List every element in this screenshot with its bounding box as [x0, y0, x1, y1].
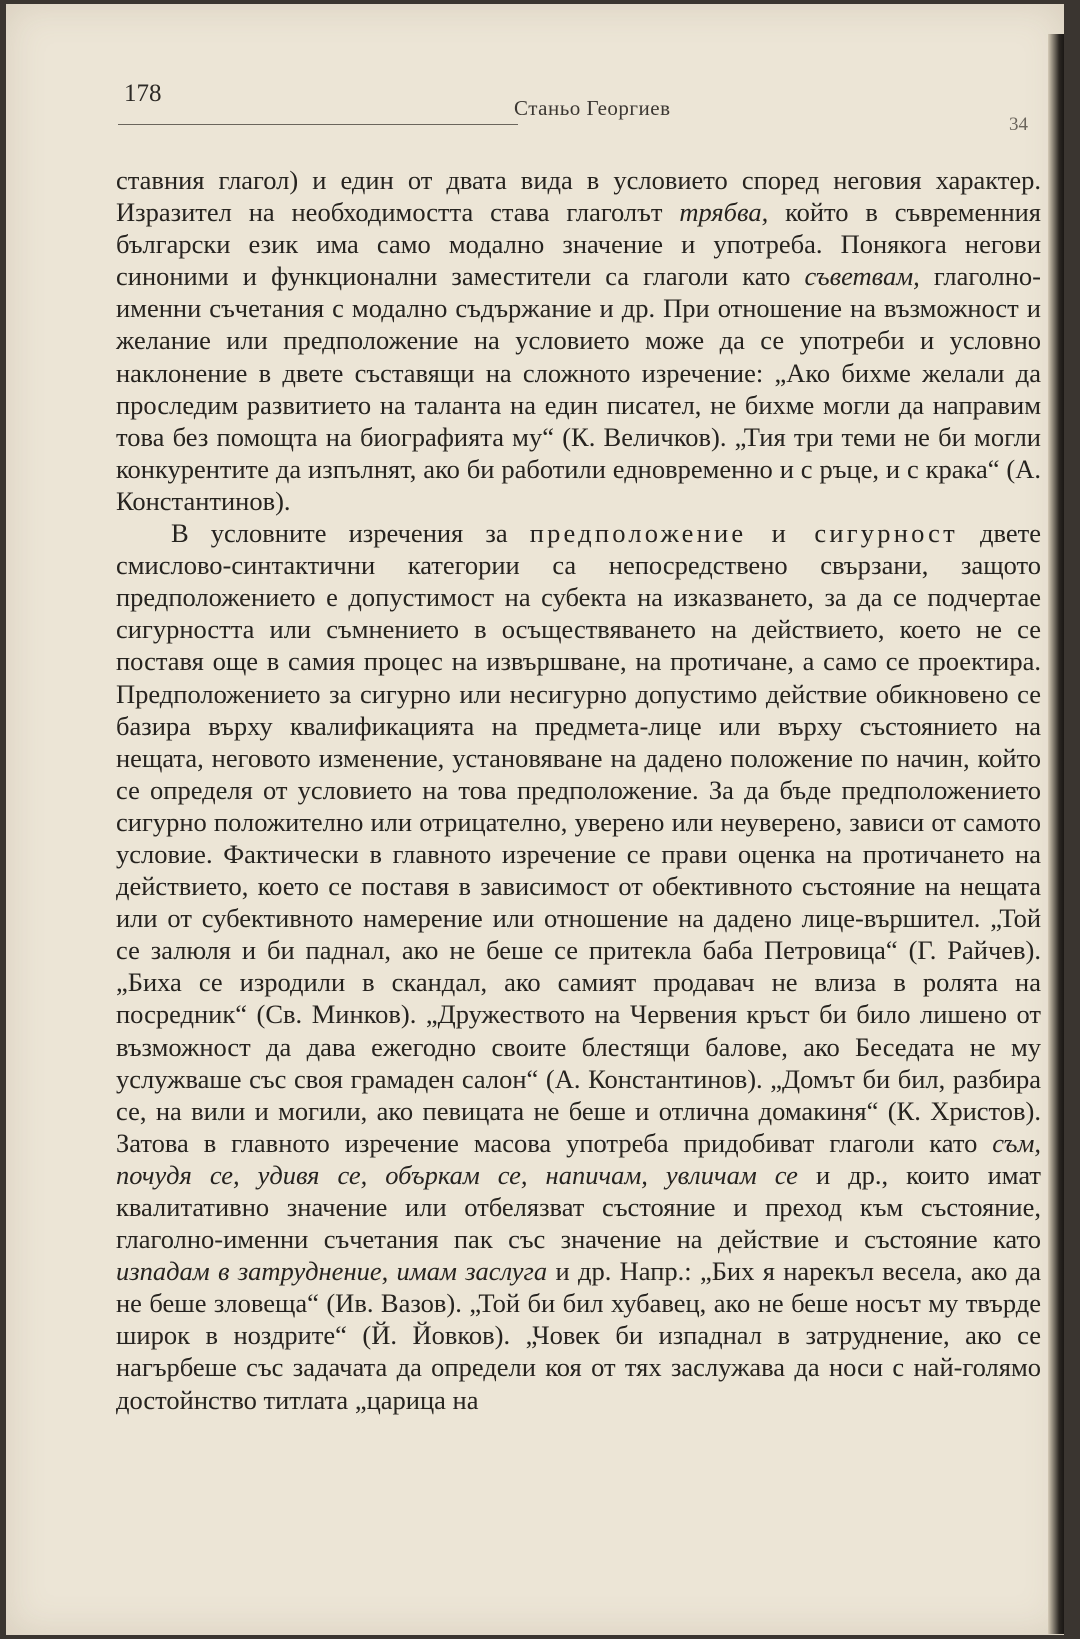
text-run: и др. Напр.: „Бих я нарекъл весела, ако да не беше зловеща“ (Ив. Вазов). „Той би бил хубавец, ако не беше носът му твърде широк в ноздрите“ (Й. Йовков). „Човек би изпаднал в затруднение, ако се нагърбеше със задачата да определи коя от тях заслужава да носи с най-голямо достойнство титлата „царица на	[116, 1256, 1041, 1415]
text-run: В условните изречения за	[171, 518, 530, 549]
text-run: глаголно-именни съчетания с модално съдържание и др. При отношение на възможност и желание или предположение на условието може да се употреби и условно наклонение в двете съставящи на сложното изречение: „Ако бихме желали да проследим развитието на таланта на един писател, не бихме могли да направим това без помощта на биографията му“ (К. Величков). „Тия три теми не би могли конкурентите да изпълнят, ако би работили едновременно и с ръце, и с крака“ (А. Константинов).	[116, 261, 1041, 516]
header-rule	[118, 124, 518, 125]
paragraph-continuation	[116, 164, 1041, 517]
italic-term: съветвам,	[804, 261, 920, 292]
italic-term-list: съм, почудя се, удивя се, объркам се, напичам, увличам се	[116, 1127, 1041, 1190]
italic-term: трябва,	[679, 197, 769, 228]
text-run: и др., които имат квалитативно значение или отбелязват състояние и преход към състояние, глаголно-именни съчетания пак със значение на действие и състояние като	[116, 1159, 1041, 1255]
page-edge-shadow	[1048, 34, 1064, 1634]
page-number: 178	[124, 80, 162, 107]
text-run: който в съвременния български език има само модално значение и употреба. Понякога негови синоними и функционални заместители са глаголи като	[116, 197, 1041, 292]
text-run: ставния глагол) и един от двата вида в условието според неговия характер. Изразител на необходимостта става глаголът	[116, 165, 1041, 228]
book-page	[6, 4, 1064, 1635]
paragraph-conditional-clauses	[116, 517, 1041, 1416]
body-text	[116, 164, 1041, 1416]
edge-page-number: 34	[1009, 114, 1028, 135]
text-run: двете смислово-синтактични категории са непосредствено свързани, защото предположението е допустимост на субекта на изказването, за да се подчертае сигурността или съмнението в осъществяването на действието, което не се поставя още в самия процес на извършване, на протичане, а само се проектира. Предположението за сигурно или несигурно допустимо действие обикновено се базира върху квалификацията на предмета-лице или върху състоянието на нещата, неговото изменение, установяване на дадено положение по начин, който се определя от условието на това предположение. За да бъде предположението сигурно положително или отрицателно, уверено или неуверено, зависи от самото условие. Фактически в главното изречение се прави оценка на протичането на действието, което се поставя в зависимост от обективното състояние на нещата или от субективното намерение или отношение на дадено лице-вършител. „Той се залюля и би паднал, ако не беше се притекла баба Петровица“ (Г. Райчев). „Биха се изродили в скандал, ако самият продавач не влиза в ролята на посредник“ (Св. Минков). „Дружеството на Червения кръст би било лишено от възможност да дава ежегодно своите блестящи балове, ако Беседата не му услужваше със своя грамаден салон“ (А. Константинов). „Домът би бил, разбира се, на вили и могили, ако певицата не беше и отлична домакиня“ (К. Христов). Затова в главното изречение масова употреба придобиват глаголи като	[116, 518, 1041, 1158]
running-header	[118, 74, 1034, 134]
italic-term-list: изпадам в затруднение, имам заслуга	[116, 1256, 548, 1287]
spaced-term: предположение и сигурност	[529, 518, 958, 549]
running-header-author: Станьо Георгиев	[514, 96, 671, 120]
